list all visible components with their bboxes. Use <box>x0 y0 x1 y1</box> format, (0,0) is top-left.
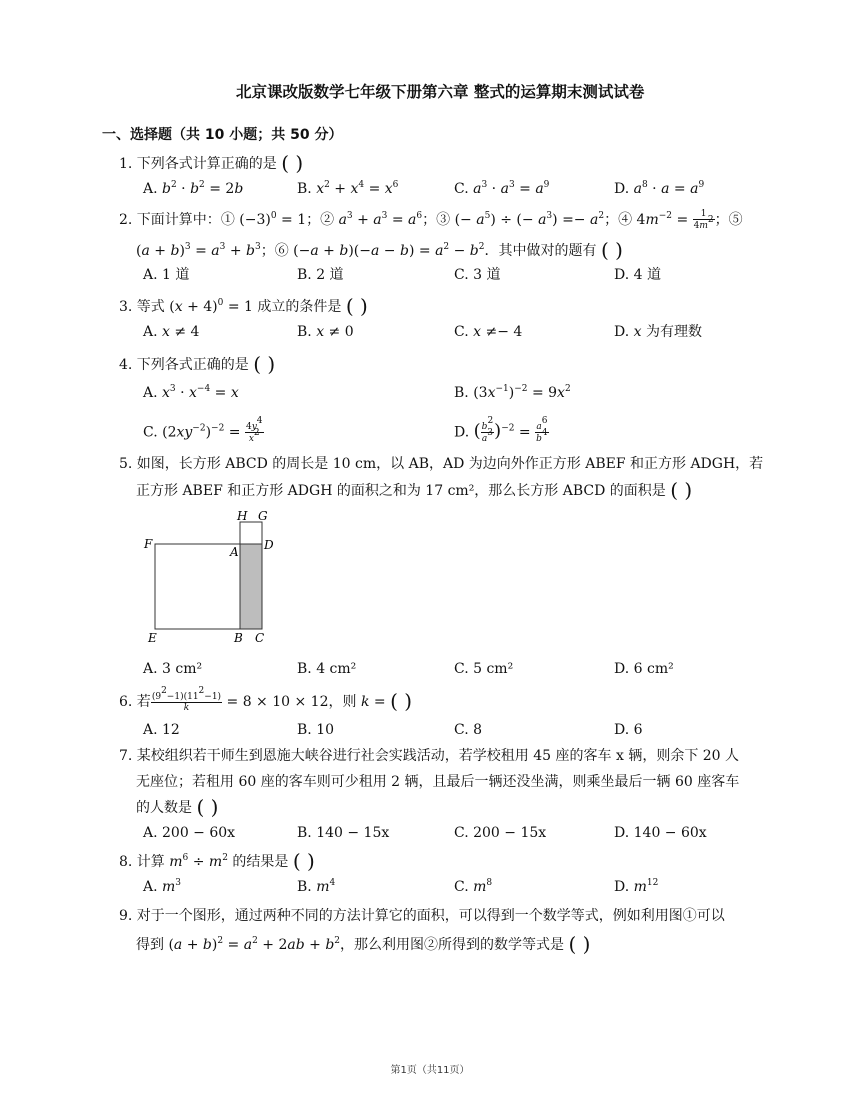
q6-option-d: D. 6 <box>614 722 643 738</box>
square-adgh <box>240 522 262 544</box>
question-9-stem: 得到 <box>136 937 169 953</box>
question-9-line-2: 得到 $(a + b)^2 = a^2 + 2ab + b^2$，那么利用图②所得到的数学等式是 ( ) <box>136 932 591 956</box>
q2-option-c: C. 3 道 <box>454 267 501 283</box>
answer-bracket: ( ) <box>600 238 623 262</box>
q7-option-a: A. 200 − 60x <box>143 825 236 841</box>
square-abef <box>155 544 240 629</box>
question-8-stem-end: 的结果是 <box>227 854 289 870</box>
question-8-stem: 8. 计算 <box>119 854 170 870</box>
q8-option-a: A. $m^3$ <box>143 878 182 895</box>
q8-option-c: C. $m^8$ <box>454 878 493 895</box>
rectangle-squares-figure <box>140 506 280 650</box>
question-5-line-2 <box>136 480 692 501</box>
question-1-stem: 1. 下列各式计算正确的是 <box>119 156 277 172</box>
q8-option-d: D. $m^{12}$ <box>614 878 659 895</box>
label-c: C <box>255 631 265 645</box>
question-7-stem-end: 的人数是 <box>136 800 192 816</box>
q6-option-c: C. 8 <box>454 722 483 738</box>
answer-bracket: ( ) <box>390 689 413 713</box>
q7-option-c: C. 200 − 15x <box>454 825 547 841</box>
q4-option-c: C. $(2xy^{-2})^{-2}$ = $\frac{4y^4}{x^2}$ <box>143 416 263 444</box>
question-1 <box>119 153 303 174</box>
question-3-stem-end: 成立的条件是 <box>252 299 342 315</box>
question-7-line-1: 7. 某校组织若干师生到恩施大峡谷进行社会实践活动，若学校租用 45 座的客车 x 辆，则余下 20 人 <box>119 748 740 764</box>
question-6: 6. 若 $\frac{(9^2-1)(11^2-1)}{k}$ = 8 × 10 × 12，则 k = ( ) <box>119 686 413 713</box>
label-a: A <box>230 545 239 559</box>
q5-option-d: D. 6 cm² <box>614 661 674 677</box>
answer-bracket: ( ) <box>345 294 368 318</box>
answer-bracket: ( ) <box>568 932 591 956</box>
q6-option-a: A. 12 <box>143 722 180 738</box>
question-2-line-2: $(a + b)^3 = a^3 + b^3$；⑥ $(-a + b)(-a - b) = a^2 - b^2$．其中做对的题有 ( ) <box>136 238 623 262</box>
answer-bracket: ( ) <box>281 151 304 175</box>
question-3: 3. 等式 $(x + 4)^0 = 1$ 成立的条件是 ( ) <box>119 294 368 318</box>
question-7-line-2: 无座位；若租用 60 座的客车则可少租用 2 辆，且最后一辆还没坐满，则乘坐最后一辆 60 座客车 <box>136 774 740 790</box>
q3-option-b: B. x ≠ 0 <box>297 324 354 340</box>
answer-bracket: ( ) <box>253 352 276 376</box>
q4-option-b: B. $(3x^{-1})^{-2} = 9x^2$ <box>454 384 571 401</box>
question-6-stem: 6. 若 <box>119 694 151 710</box>
question-2-stem: 2. 下面计算中： <box>119 212 221 228</box>
answer-bracket: ( ) <box>670 478 693 502</box>
label-h: H <box>237 509 248 523</box>
question-2-line-1: 2. 下面计算中：① $(-3)^0 = 1$；② $a^3 + a^3 = a^6$；③ (− $a^5$) ÷ (− $a^3) =- a^2$；④ $4m^{-2}$ = $\frac{1}{4m^2}$ ；⑤ <box>119 209 743 231</box>
label-f: F <box>144 537 153 551</box>
q2-option-a: A. 1 道 <box>143 267 190 283</box>
question-6-stem-mid: ，则 <box>328 694 357 710</box>
q8-option-b: B. $m^4$ <box>297 878 336 895</box>
label-b: B <box>234 631 243 645</box>
question-5-line-1: 5. 如图，长方形 ABCD 的周长是 10 cm，以 AB，AD 为边向外作正方形 ABEF 和正方形 ADGH，若 <box>119 456 764 472</box>
q4-option-a: A. $x^3 \cdot x^{-4} = x$ <box>143 384 239 401</box>
q5-option-a: A. 3 cm² <box>143 661 203 677</box>
label-e: E <box>148 631 157 645</box>
q4-option-d: D. ( $\frac{b^2}{a^3}$ )$^{-2}$ = $\frac{a^6}{b^4}$ <box>454 416 548 444</box>
page-title: 北京课改版数学七年级下册第六章 整式的运算期末测试试卷 <box>236 83 645 101</box>
q1-option-c: C. $a^3 \cdot a^3 = a^9$ <box>454 180 550 197</box>
question-8: 8. 计算 $m^6 \div m^2$ 的结果是 ( ) <box>119 849 315 873</box>
answer-bracket: ( ) <box>292 849 315 873</box>
question-9-stem-end: ，那么利用图②所得到的数学等式是 <box>340 937 565 953</box>
q5-option-c: C. 5 cm² <box>454 661 514 677</box>
q3-option-a: A. x ≠ 4 <box>143 324 200 340</box>
question-9-line-1: 9. 对于一个图形，通过两种不同的方法计算它的面积，可以得到一个数学等式，例如利用图①可以 <box>119 908 725 924</box>
question-5-stem-end: 正方形 ABEF 和正方形 ADGH 的面积之和为 17 cm²，那么长方形 ABCD 的面积是 <box>136 483 666 499</box>
q2-option-b: B. 2 道 <box>297 267 344 283</box>
q1-option-d: D. $a^8 \cdot a = a^9$ <box>614 180 705 197</box>
section-heading: 一、选择题（共 10 小题；共 50 分） <box>102 127 343 143</box>
q3-option-d-text: 为有理数 <box>646 324 702 340</box>
label-g: G <box>258 509 268 523</box>
question-2-stem-end: 其中做对的题有 <box>498 243 597 259</box>
q3-option-d: D. x 为有理数 <box>614 324 702 340</box>
question-3-stem: 3. 等式 <box>119 299 170 315</box>
q7-option-b: B. 140 − 15x <box>297 825 390 841</box>
q1-option-a: A. $b^2 \cdot b^2 = 2b$ <box>143 180 244 197</box>
q7-option-d: D. 140 − 60x <box>614 825 707 841</box>
question-7-line-3 <box>136 797 218 818</box>
page-footer: 第1页（共11页） <box>390 1065 470 1076</box>
q2-option-d: D. 4 道 <box>614 267 661 283</box>
answer-bracket: ( ) <box>196 795 219 819</box>
label-d: D <box>264 538 274 552</box>
question-4-stem: 4. 下列各式正确的是 <box>119 357 249 373</box>
q6-option-b: B. 10 <box>297 722 335 738</box>
rectangle-abcd <box>240 544 262 629</box>
q3-option-c: C. x ≠− 4 <box>454 324 523 340</box>
q5-option-b: B. 4 cm² <box>297 661 357 677</box>
question-4 <box>119 354 275 375</box>
q1-option-b: B. $x^2 + x^4 = x^6$ <box>297 180 399 197</box>
